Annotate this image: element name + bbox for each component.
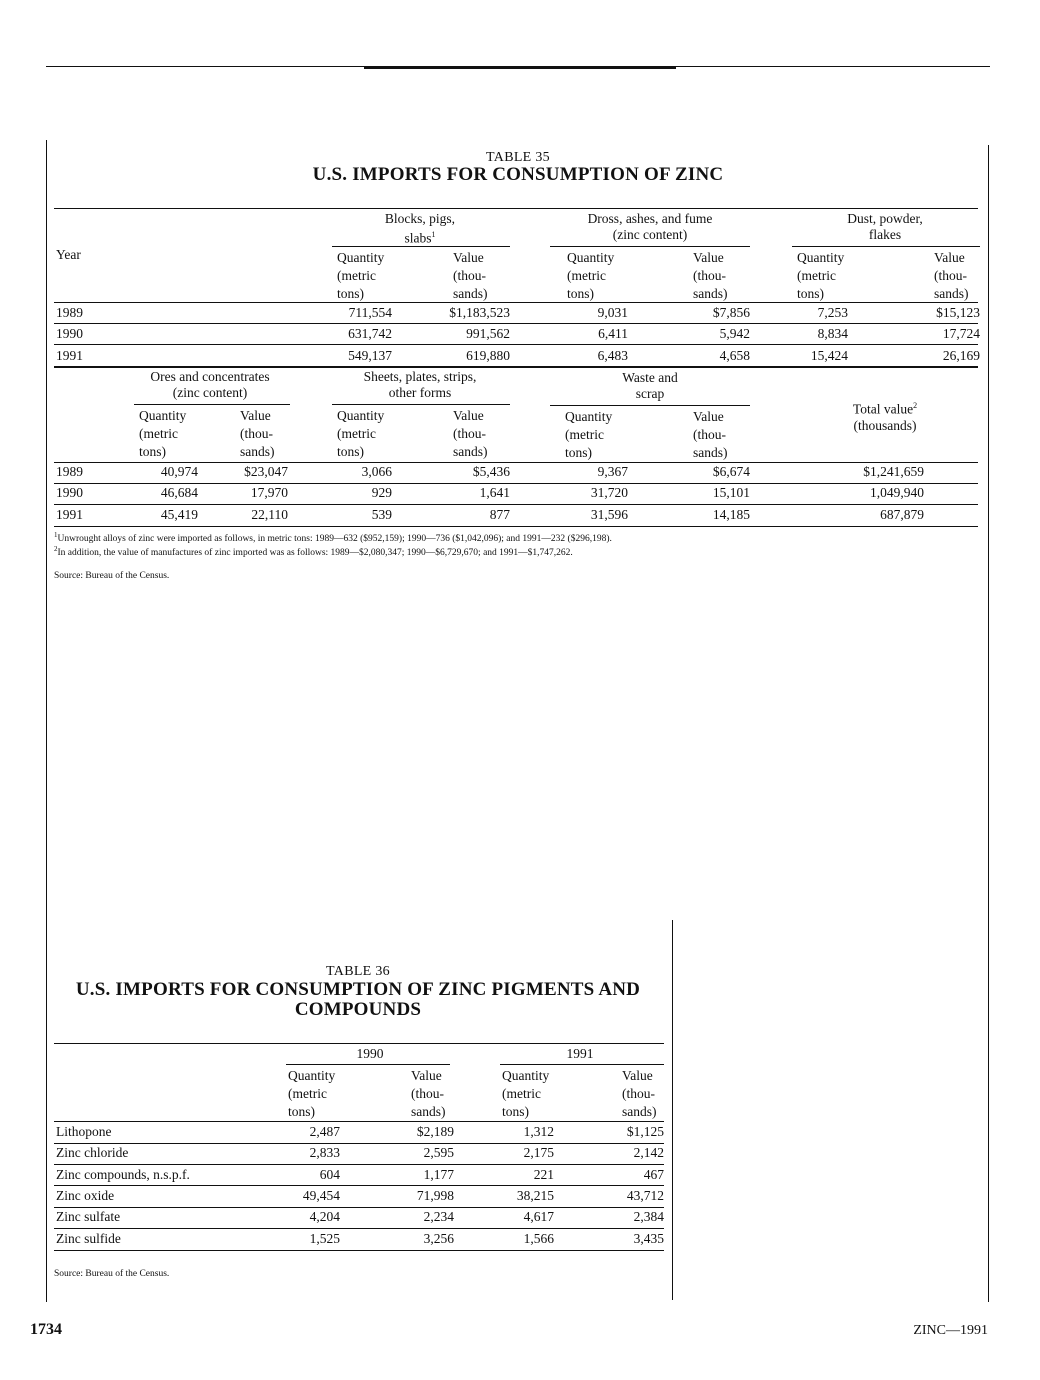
top-rule-accent (364, 66, 676, 69)
t36-val91-header: Value (thou- sands) (622, 1068, 657, 1119)
waste-heading: Waste and scrap (622, 370, 678, 401)
row-rule (54, 344, 978, 345)
dross-qty-header: Quantity (metric tons) (567, 250, 615, 301)
table35-footnote-2: $^2$In addition, the value of manufactures of zinc imported was as follows: 1989—$2,080,347; 1990—$6,729,670; and 1991—$1,747,262. (54, 545, 573, 559)
table35-label: TABLE 35 (486, 150, 550, 165)
table36-year-1991: 1991 (566, 1046, 594, 1061)
table36-source: Source: Bureau of the Census. (54, 1269, 170, 1279)
table36-title-line2: COMPOUNDS (294, 999, 422, 1020)
page-number: 1734 (30, 1321, 62, 1338)
table36-header-rule (54, 1121, 664, 1122)
left-margin-rule (46, 140, 47, 1302)
dust-qty-header: Quantity (metric tons) (797, 250, 845, 301)
ores-qty-header: Quantity (metric tons) (139, 408, 187, 459)
table35-mid-rule (54, 366, 978, 368)
table35-title: U.S. IMPORTS FOR CONSUMPTION OF ZINC (312, 164, 724, 185)
table36-title-line1: U.S. IMPORTS FOR CONSUMPTION OF ZINC PIGMENTS AND (75, 979, 641, 1000)
sheets-span-rule (332, 404, 510, 405)
year-1990-span-rule (286, 1064, 450, 1065)
blocks-heading: Blocks, pigs, slabs$^1$ (384, 211, 456, 246)
table35-source: Source: Bureau of the Census. (54, 571, 170, 581)
row-rule (54, 1207, 664, 1208)
row-rule (54, 1143, 664, 1144)
sheets-qty-header: Quantity (metric tons) (337, 408, 385, 459)
sheets-heading: Sheets, plates, strips, other forms (363, 369, 477, 400)
row-rule (54, 1164, 664, 1165)
table36-right-rule (672, 920, 673, 1300)
waste-val-header: Value (thou- sands) (693, 409, 728, 460)
dross-val-header: Value (thou- sands) (693, 250, 728, 301)
table35-header2-rule (54, 462, 978, 463)
dust-heading: Dust, powder, flakes (847, 211, 923, 242)
table36-label: TABLE 36 (326, 964, 390, 979)
waste-span-rule (550, 405, 750, 406)
waste-qty-header: Quantity (metric tons) (565, 409, 613, 460)
table36-top-rule (54, 1043, 664, 1044)
table36-year-1990: 1990 (356, 1046, 384, 1061)
running-head: ZINC—1991 (913, 1323, 988, 1338)
ores-span-rule (134, 404, 290, 405)
dust-val-header: Value (thou- sands) (934, 250, 969, 301)
blocks-span-rule (332, 246, 510, 247)
row-rule (54, 483, 978, 484)
ores-heading: Ores and concentrates (zinc content) (150, 369, 270, 400)
right-margin-rule (988, 145, 989, 1302)
table35-top-rule (54, 208, 978, 209)
row-rule (54, 1228, 664, 1229)
row-rule (54, 1185, 664, 1186)
year-1991-span-rule (500, 1064, 664, 1065)
year-header: Year (56, 247, 81, 262)
dust-span-rule (792, 246, 980, 247)
total-value-heading: Total value$^2$ (thousands) (852, 401, 918, 433)
dross-heading: Dross, ashes, and fume (zinc content) (587, 211, 713, 242)
sheets-val-header: Value (thou- sands) (453, 408, 488, 459)
table35-bottom-rule (54, 526, 978, 527)
blocks-val-header: Value (thou- sands) (453, 250, 488, 301)
t36-qty90-header: Quantity (metric tons) (288, 1068, 336, 1119)
row-rule (54, 504, 978, 505)
blocks-qty-header: Quantity (metric tons) (337, 250, 385, 301)
dross-span-rule (550, 246, 750, 247)
table35-header-rule (54, 302, 978, 303)
table35-footnote-1: $^1$Unwrought alloys of zinc were imported as follows, in metric tons: 1989—632 ($952,159); 1990—736 ($1,042,096); and 1991—232 ($296,198). (54, 531, 612, 545)
t36-val90-header: Value (thou- sands) (411, 1068, 446, 1119)
ores-val-header: Value (thou- sands) (240, 408, 275, 459)
table36-bottom-rule (54, 1250, 664, 1251)
t36-qty91-header: Quantity (metric tons) (502, 1068, 550, 1119)
row-rule (54, 323, 978, 324)
